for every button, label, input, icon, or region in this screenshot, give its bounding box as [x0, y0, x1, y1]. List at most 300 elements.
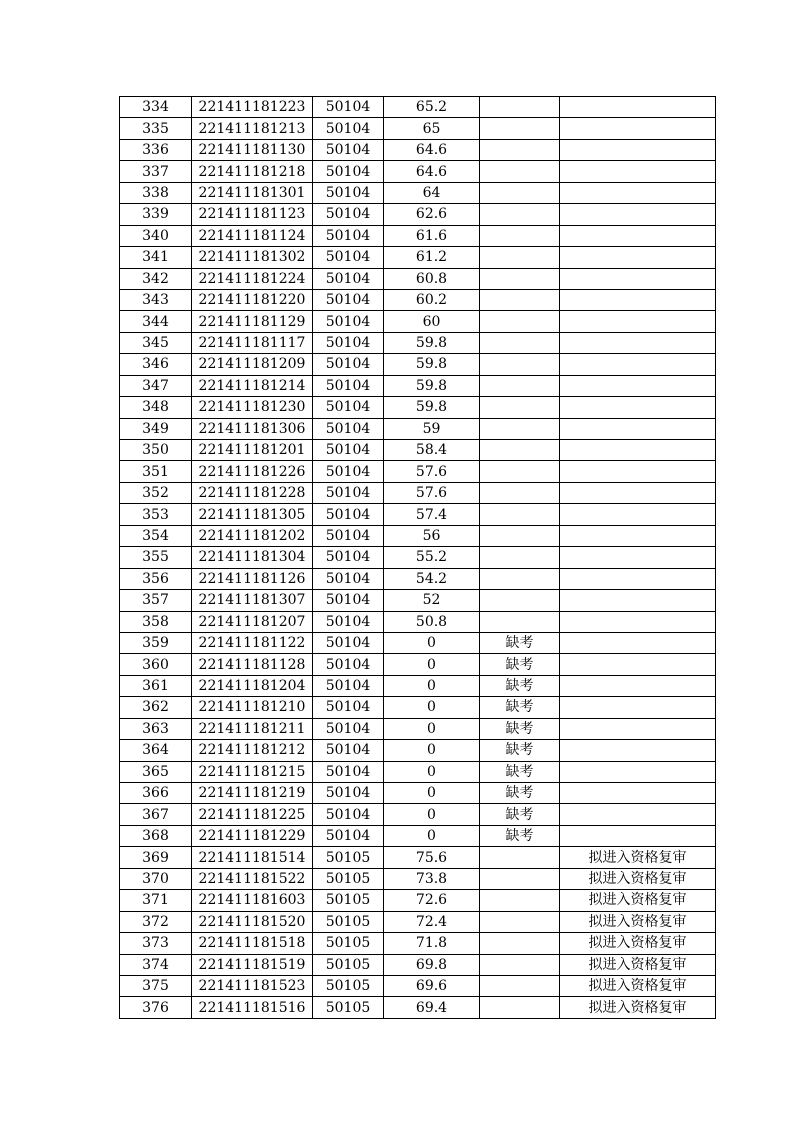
table-row — [120, 332, 716, 353]
exam-id-cell: 221411181128 — [192, 654, 313, 675]
position-code-cell: 50104 — [313, 332, 384, 353]
score-table — [119, 96, 716, 1019]
remark-cell: 缺考 — [480, 783, 560, 804]
result-cell — [560, 97, 716, 118]
result-cell — [560, 354, 716, 375]
score-cell: 57.6 — [384, 482, 480, 503]
position-code-cell: 50104 — [313, 568, 384, 589]
table-row — [120, 182, 716, 203]
remark-cell — [480, 997, 560, 1018]
remark-cell — [480, 482, 560, 503]
result-cell: 拟进入资格复审 — [560, 933, 716, 954]
score-cell: 0 — [384, 740, 480, 761]
seq-cell: 337 — [120, 161, 192, 182]
score-cell: 64 — [384, 182, 480, 203]
result-cell — [560, 761, 716, 782]
seq-cell: 339 — [120, 204, 192, 225]
result-cell — [560, 482, 716, 503]
table-row — [120, 825, 716, 846]
exam-id-cell: 221411181123 — [192, 204, 313, 225]
position-code-cell: 50104 — [313, 740, 384, 761]
position-code-cell: 50104 — [313, 97, 384, 118]
seq-cell: 363 — [120, 718, 192, 739]
remark-cell: 缺考 — [480, 654, 560, 675]
table-row — [120, 268, 716, 289]
exam-id-cell: 221411181228 — [192, 482, 313, 503]
table-row — [120, 547, 716, 568]
result-cell — [560, 332, 716, 353]
exam-id-cell: 221411181226 — [192, 461, 313, 482]
seq-cell: 354 — [120, 525, 192, 546]
position-code-cell: 50105 — [313, 890, 384, 911]
result-cell: 拟进入资格复审 — [560, 847, 716, 868]
remark-cell: 缺考 — [480, 675, 560, 696]
result-cell: 拟进入资格复审 — [560, 997, 716, 1018]
remark-cell — [480, 954, 560, 975]
table-row — [120, 461, 716, 482]
result-cell — [560, 804, 716, 825]
position-code-cell: 50104 — [313, 311, 384, 332]
exam-id-cell: 221411181223 — [192, 97, 313, 118]
remark-cell — [480, 461, 560, 482]
table-row — [120, 418, 716, 439]
result-cell — [560, 118, 716, 139]
score-cell: 0 — [384, 632, 480, 653]
remark-cell — [480, 289, 560, 310]
position-code-cell: 50104 — [313, 289, 384, 310]
seq-cell: 345 — [120, 332, 192, 353]
remark-cell — [480, 268, 560, 289]
score-cell: 0 — [384, 697, 480, 718]
exam-id-cell: 221411181522 — [192, 868, 313, 889]
position-code-cell: 50104 — [313, 461, 384, 482]
table-row — [120, 97, 716, 118]
score-cell: 65.2 — [384, 97, 480, 118]
result-cell — [560, 289, 716, 310]
result-cell — [560, 547, 716, 568]
seq-cell: 346 — [120, 354, 192, 375]
table-row — [120, 504, 716, 525]
exam-id-cell: 221411181603 — [192, 890, 313, 911]
table-row — [120, 247, 716, 268]
position-code-cell: 50104 — [313, 440, 384, 461]
remark-cell — [480, 440, 560, 461]
seq-cell: 334 — [120, 97, 192, 118]
exam-id-cell: 221411181207 — [192, 611, 313, 632]
score-cell: 0 — [384, 654, 480, 675]
exam-id-cell: 221411181213 — [192, 118, 313, 139]
exam-id-cell: 221411181126 — [192, 568, 313, 589]
seq-cell: 374 — [120, 954, 192, 975]
position-code-cell: 50104 — [313, 418, 384, 439]
exam-id-cell: 221411181519 — [192, 954, 313, 975]
remark-cell — [480, 911, 560, 932]
seq-cell: 367 — [120, 804, 192, 825]
result-cell — [560, 783, 716, 804]
seq-cell: 341 — [120, 247, 192, 268]
result-cell — [560, 182, 716, 203]
position-code-cell: 50104 — [313, 697, 384, 718]
remark-cell — [480, 847, 560, 868]
seq-cell: 349 — [120, 418, 192, 439]
remark-cell: 缺考 — [480, 825, 560, 846]
table-row — [120, 354, 716, 375]
remark-cell — [480, 375, 560, 396]
table-row — [120, 718, 716, 739]
remark-cell: 缺考 — [480, 761, 560, 782]
remark-cell — [480, 225, 560, 246]
exam-id-cell: 221411181215 — [192, 761, 313, 782]
result-cell — [560, 418, 716, 439]
score-cell: 69.6 — [384, 975, 480, 996]
table-row — [120, 933, 716, 954]
seq-cell: 369 — [120, 847, 192, 868]
score-cell: 73.8 — [384, 868, 480, 889]
seq-cell: 359 — [120, 632, 192, 653]
seq-cell: 357 — [120, 590, 192, 611]
result-cell — [560, 632, 716, 653]
exam-id-cell: 221411181124 — [192, 225, 313, 246]
remark-cell — [480, 868, 560, 889]
score-cell: 58.4 — [384, 440, 480, 461]
seq-cell: 368 — [120, 825, 192, 846]
result-cell — [560, 461, 716, 482]
seq-cell: 351 — [120, 461, 192, 482]
remark-cell — [480, 568, 560, 589]
score-cell: 59.8 — [384, 375, 480, 396]
result-cell: 拟进入资格复审 — [560, 975, 716, 996]
table-row — [120, 740, 716, 761]
result-cell — [560, 375, 716, 396]
result-cell — [560, 139, 716, 160]
seq-cell: 356 — [120, 568, 192, 589]
result-cell — [560, 504, 716, 525]
remark-cell — [480, 611, 560, 632]
seq-cell: 358 — [120, 611, 192, 632]
exam-id-cell: 221411181520 — [192, 911, 313, 932]
table-row — [120, 868, 716, 889]
position-code-cell: 50104 — [313, 718, 384, 739]
score-cell: 60 — [384, 311, 480, 332]
remark-cell — [480, 933, 560, 954]
table-row — [120, 911, 716, 932]
seq-cell: 365 — [120, 761, 192, 782]
exam-id-cell: 221411181210 — [192, 697, 313, 718]
position-code-cell: 50105 — [313, 975, 384, 996]
score-cell: 54.2 — [384, 568, 480, 589]
position-code-cell: 50104 — [313, 675, 384, 696]
remark-cell — [480, 525, 560, 546]
score-cell: 57.4 — [384, 504, 480, 525]
exam-id-cell: 221411181307 — [192, 590, 313, 611]
seq-cell: 372 — [120, 911, 192, 932]
position-code-cell: 50104 — [313, 482, 384, 503]
score-cell: 64.6 — [384, 139, 480, 160]
result-cell — [560, 675, 716, 696]
position-code-cell: 50104 — [313, 825, 384, 846]
result-cell — [560, 697, 716, 718]
seq-cell: 347 — [120, 375, 192, 396]
position-code-cell: 50104 — [313, 139, 384, 160]
score-cell: 55.2 — [384, 547, 480, 568]
position-code-cell: 50104 — [313, 268, 384, 289]
exam-id-cell: 221411181202 — [192, 525, 313, 546]
remark-cell — [480, 97, 560, 118]
score-cell: 0 — [384, 804, 480, 825]
exam-id-cell: 221411181219 — [192, 783, 313, 804]
result-cell — [560, 225, 716, 246]
table-row — [120, 675, 716, 696]
seq-cell: 348 — [120, 397, 192, 418]
exam-id-cell: 221411181304 — [192, 547, 313, 568]
table-row — [120, 997, 716, 1018]
position-code-cell: 50105 — [313, 911, 384, 932]
position-code-cell: 50105 — [313, 847, 384, 868]
score-cell: 59 — [384, 418, 480, 439]
result-cell — [560, 440, 716, 461]
result-cell — [560, 397, 716, 418]
position-code-cell: 50105 — [313, 868, 384, 889]
exam-id-cell: 221411181301 — [192, 182, 313, 203]
seq-cell: 344 — [120, 311, 192, 332]
seq-cell: 364 — [120, 740, 192, 761]
table-row — [120, 890, 716, 911]
exam-id-cell: 221411181516 — [192, 997, 313, 1018]
exam-id-cell: 221411181514 — [192, 847, 313, 868]
position-code-cell: 50104 — [313, 654, 384, 675]
remark-cell — [480, 590, 560, 611]
exam-id-cell: 221411181204 — [192, 675, 313, 696]
table-row — [120, 525, 716, 546]
score-cell: 56 — [384, 525, 480, 546]
position-code-cell: 50105 — [313, 933, 384, 954]
exam-id-cell: 221411181225 — [192, 804, 313, 825]
table-row — [120, 482, 716, 503]
seq-cell: 373 — [120, 933, 192, 954]
position-code-cell: 50104 — [313, 525, 384, 546]
table-row — [120, 375, 716, 396]
remark-cell — [480, 182, 560, 203]
remark-cell — [480, 311, 560, 332]
result-cell — [560, 268, 716, 289]
remark-cell — [480, 397, 560, 418]
table-row — [120, 397, 716, 418]
exam-id-cell: 221411181209 — [192, 354, 313, 375]
score-cell: 62.6 — [384, 204, 480, 225]
score-cell: 69.8 — [384, 954, 480, 975]
seq-cell: 342 — [120, 268, 192, 289]
exam-id-cell: 221411181129 — [192, 311, 313, 332]
score-cell: 59.8 — [384, 397, 480, 418]
table-row — [120, 289, 716, 310]
seq-cell: 366 — [120, 783, 192, 804]
score-cell: 65 — [384, 118, 480, 139]
exam-id-cell: 221411181230 — [192, 397, 313, 418]
exam-id-cell: 221411181224 — [192, 268, 313, 289]
position-code-cell: 50104 — [313, 204, 384, 225]
seq-cell: 350 — [120, 440, 192, 461]
seq-cell: 361 — [120, 675, 192, 696]
position-code-cell: 50104 — [313, 375, 384, 396]
score-cell: 72.6 — [384, 890, 480, 911]
position-code-cell: 50104 — [313, 761, 384, 782]
result-cell: 拟进入资格复审 — [560, 911, 716, 932]
table-row — [120, 204, 716, 225]
seq-cell: 371 — [120, 890, 192, 911]
seq-cell: 362 — [120, 697, 192, 718]
remark-cell — [480, 332, 560, 353]
score-cell: 64.6 — [384, 161, 480, 182]
remark-cell — [480, 161, 560, 182]
exam-id-cell: 221411181130 — [192, 139, 313, 160]
remark-cell — [480, 118, 560, 139]
remark-cell: 缺考 — [480, 718, 560, 739]
remark-cell — [480, 975, 560, 996]
table-row — [120, 590, 716, 611]
result-cell — [560, 718, 716, 739]
table-row — [120, 311, 716, 332]
exam-id-cell: 221411181523 — [192, 975, 313, 996]
table-row — [120, 118, 716, 139]
position-code-cell: 50104 — [313, 225, 384, 246]
table-row — [120, 568, 716, 589]
result-cell — [560, 204, 716, 225]
remark-cell — [480, 547, 560, 568]
position-code-cell: 50104 — [313, 118, 384, 139]
position-code-cell: 50104 — [313, 504, 384, 525]
score-cell: 61.6 — [384, 225, 480, 246]
position-code-cell: 50104 — [313, 182, 384, 203]
result-cell — [560, 311, 716, 332]
table-row — [120, 783, 716, 804]
position-code-cell: 50104 — [313, 783, 384, 804]
score-cell: 52 — [384, 590, 480, 611]
position-code-cell: 50104 — [313, 611, 384, 632]
exam-id-cell: 221411181302 — [192, 247, 313, 268]
score-cell: 50.8 — [384, 611, 480, 632]
exam-id-cell: 221411181220 — [192, 289, 313, 310]
table-row — [120, 954, 716, 975]
table-row — [120, 611, 716, 632]
position-code-cell: 50104 — [313, 161, 384, 182]
exam-id-cell: 221411181306 — [192, 418, 313, 439]
position-code-cell: 50105 — [313, 954, 384, 975]
remark-cell — [480, 139, 560, 160]
score-cell: 71.8 — [384, 933, 480, 954]
seq-cell: 340 — [120, 225, 192, 246]
score-cell: 0 — [384, 825, 480, 846]
table-row — [120, 225, 716, 246]
position-code-cell: 50104 — [313, 397, 384, 418]
seq-cell: 370 — [120, 868, 192, 889]
score-cell: 60.2 — [384, 289, 480, 310]
position-code-cell: 50104 — [313, 632, 384, 653]
exam-id-cell: 221411181212 — [192, 740, 313, 761]
exam-id-cell: 221411181305 — [192, 504, 313, 525]
seq-cell: 376 — [120, 997, 192, 1018]
score-cell: 59.8 — [384, 354, 480, 375]
exam-id-cell: 221411181201 — [192, 440, 313, 461]
seq-cell: 336 — [120, 139, 192, 160]
result-cell: 拟进入资格复审 — [560, 954, 716, 975]
seq-cell: 343 — [120, 289, 192, 310]
table-row — [120, 654, 716, 675]
table-row — [120, 761, 716, 782]
table-row — [120, 440, 716, 461]
score-cell: 60.8 — [384, 268, 480, 289]
score-cell: 0 — [384, 761, 480, 782]
exam-id-cell: 221411181229 — [192, 825, 313, 846]
result-cell — [560, 825, 716, 846]
result-cell — [560, 568, 716, 589]
table-row — [120, 161, 716, 182]
seq-cell: 338 — [120, 182, 192, 203]
exam-id-cell: 221411181518 — [192, 933, 313, 954]
position-code-cell: 50104 — [313, 354, 384, 375]
table-body — [120, 97, 716, 1019]
exam-id-cell: 221411181218 — [192, 161, 313, 182]
seq-cell: 335 — [120, 118, 192, 139]
result-cell: 拟进入资格复审 — [560, 890, 716, 911]
position-code-cell: 50104 — [313, 804, 384, 825]
remark-cell: 缺考 — [480, 632, 560, 653]
exam-id-cell: 221411181117 — [192, 332, 313, 353]
result-cell — [560, 525, 716, 546]
seq-cell: 352 — [120, 482, 192, 503]
remark-cell: 缺考 — [480, 697, 560, 718]
table-row — [120, 804, 716, 825]
score-cell: 57.6 — [384, 461, 480, 482]
table-row — [120, 697, 716, 718]
position-code-cell: 50104 — [313, 547, 384, 568]
seq-cell: 353 — [120, 504, 192, 525]
table-row — [120, 975, 716, 996]
result-cell — [560, 247, 716, 268]
result-cell — [560, 611, 716, 632]
score-cell: 69.4 — [384, 997, 480, 1018]
score-cell: 0 — [384, 675, 480, 696]
result-cell — [560, 654, 716, 675]
remark-cell — [480, 247, 560, 268]
result-cell — [560, 740, 716, 761]
seq-cell: 375 — [120, 975, 192, 996]
result-cell: 拟进入资格复审 — [560, 868, 716, 889]
score-cell: 61.2 — [384, 247, 480, 268]
score-cell: 0 — [384, 783, 480, 804]
remark-cell: 缺考 — [480, 804, 560, 825]
seq-cell: 360 — [120, 654, 192, 675]
remark-cell — [480, 204, 560, 225]
position-code-cell: 50104 — [313, 247, 384, 268]
exam-id-cell: 221411181214 — [192, 375, 313, 396]
remark-cell — [480, 418, 560, 439]
exam-id-cell: 221411181122 — [192, 632, 313, 653]
result-cell — [560, 590, 716, 611]
score-cell: 75.6 — [384, 847, 480, 868]
seq-cell: 355 — [120, 547, 192, 568]
remark-cell — [480, 354, 560, 375]
table-row — [120, 632, 716, 653]
remark-cell: 缺考 — [480, 740, 560, 761]
score-cell: 72.4 — [384, 911, 480, 932]
remark-cell — [480, 504, 560, 525]
table-row — [120, 847, 716, 868]
remark-cell — [480, 890, 560, 911]
position-code-cell: 50105 — [313, 997, 384, 1018]
score-cell: 0 — [384, 718, 480, 739]
table-row — [120, 139, 716, 160]
result-cell — [560, 161, 716, 182]
